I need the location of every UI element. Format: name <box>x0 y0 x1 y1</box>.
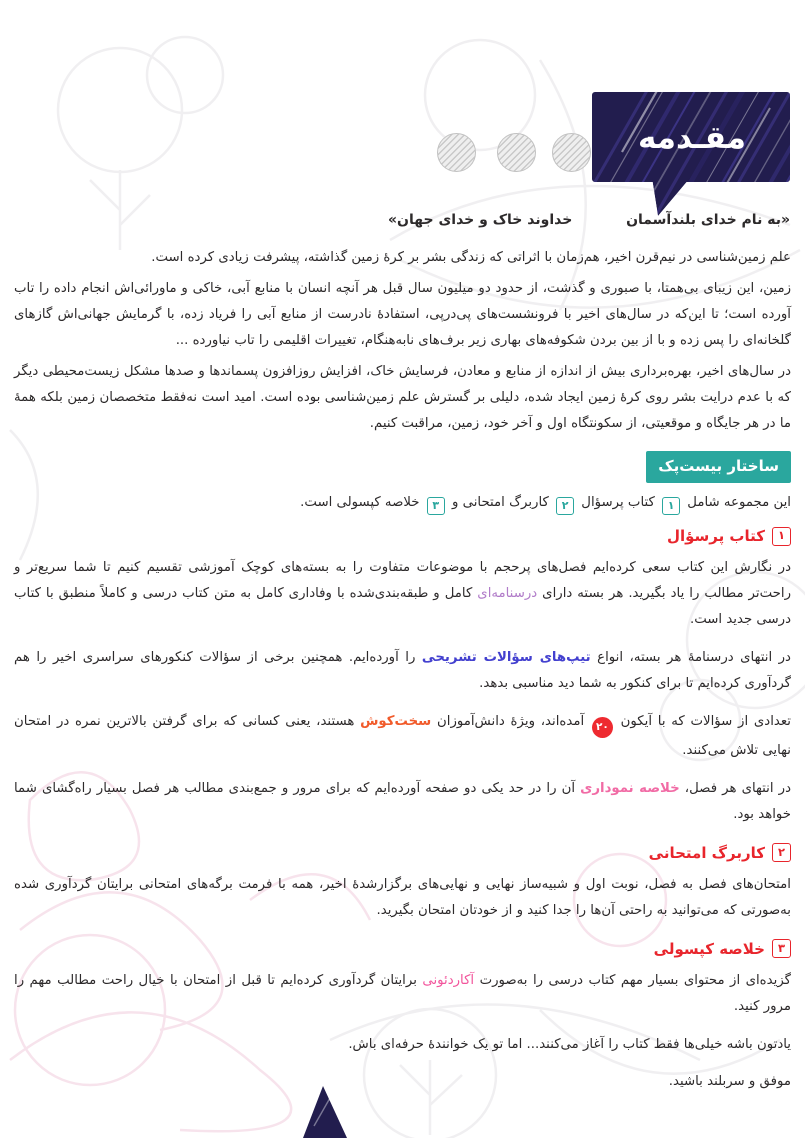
text-segment: خلاصه کپسولی است. <box>300 495 424 510</box>
hatched-dot-icon <box>552 133 591 172</box>
text-segment: در انتهای هر فصل، <box>679 780 791 796</box>
inline-number-chip: ۳ <box>427 497 445 515</box>
text-segment: را آورده‌ایم. همچنین برخی از سؤالات کنکورهای سراسری اخیر را هم گردآوری کرده‌ایم تا برای کنکور به شما دید مناسبی بدهد. <box>14 650 791 691</box>
text-segment: خلاصه نموداری <box>580 780 680 796</box>
text-segment: سخت‌کوش <box>360 714 432 729</box>
section-title: کتاب پرسؤال <box>666 527 765 545</box>
verse-hemistich-2: خداوند خاک و خدای جهان» <box>388 212 573 228</box>
chapter-title-badge <box>592 92 792 222</box>
page-title: مقـدمه <box>638 120 747 156</box>
text-segment: کاربرگ امتحانی و <box>447 495 554 510</box>
text-segment: در نگارش این کتاب سعی کرده‌ایم فصل‌های پرحجم با موضوعات متفاوت را به بسته‌های کوچک آموزشی تقسیم کنیم تا شما سریع‌تر و راحت‌تر مطالب را یاد بگیرید. هر بسته دارای <box>14 560 791 601</box>
intro-paragraph: زمین، این زیبای بی‌همتا، با صبوری و گذشت، از حدود دو میلیون سال قبل هر آنچه انسان با منابع آبی، خاکی و ماورائی‌اش انجام داده را تاب آورده است؛ تا این‌که در سال‌های اخیر با فرونشست‌های پی‌درپی، استفادهٔ نادرست از منابع آبی را فریاد زده، با گرمایش جهانی‌اش گازهای گلخانه‌ای را پس زده و با از بین بردن شکوفه‌های بهاری زیر برف‌های نابه‌هنگام، تغییرات اقلیمی را تاب نیاورده ... <box>14 281 791 348</box>
text-segment: آکاردئونی <box>422 972 475 988</box>
hatched-dot-icon <box>497 133 536 172</box>
hatched-dot-icon <box>437 133 476 172</box>
text-segment: هستند، یعنی کسانی که برای گرفتن بالاترین نمره در امتحان نهایی تلاش می‌کنند. <box>14 714 791 758</box>
intro-paragraph: در سال‌های اخیر، بهره‌برداری بیش از اندازه از منابع و معادن، فرسایش خاک، افزایش روزافزون پسماندها و صدها مشکل زیست‌محیطی دیگر که با عدم درایت بشر روی کرهٔ زمین ایجاد شده، دلیلی بر گسترش علم زمین‌شناسی بوده است. امید است نه‌فقط متخصصان زمین بلکه همهٔ ما در هر جایگاه و موقعیتی، از سکونتگاه اول و آخر خود، زمین، مراقبت کنیم. <box>14 364 791 431</box>
opening-verse <box>388 212 790 228</box>
section-number-box: ۱ <box>772 527 791 546</box>
section-title: خلاصه کپسولی <box>653 939 765 958</box>
section-header-karbarg <box>14 840 791 866</box>
section-paragraph <box>14 645 791 697</box>
text-segment: در انتهای درسنامهٔ هر بسته، انواع <box>590 650 791 665</box>
inline-number-chip: ۱ <box>662 497 680 515</box>
section-paragraph <box>14 709 791 764</box>
section-paragraph <box>14 968 791 1020</box>
section-title: کاربرگ امتحانی <box>648 843 765 862</box>
text-segment: تیپ‌های سؤالات تشریحی <box>421 650 591 665</box>
text-segment: کامل و طبقه‌بندی‌شده با وفاداری کامل به متن کتاب درسی و کاملاً منطبق با کتاب درسی جدید است. <box>14 586 791 627</box>
verse-hemistich-1: «به نام خدای بلندآسمان <box>626 212 790 228</box>
text-segment: کتاب پرسؤال <box>577 495 660 510</box>
text-segment: آمده‌اند، ویژهٔ دانش‌آموزان <box>431 714 590 729</box>
section-paragraph <box>14 555 791 633</box>
intro-paragraph: علم زمین‌شناسی در نیم‌قرن اخیر، هم‌زمان با اثراتی که زندگی بشر بر کرهٔ زمین گذاشته، پیشرفت زیادی کرده است. <box>151 250 791 265</box>
page-body <box>14 245 791 1100</box>
section-header-porsoal <box>14 523 791 549</box>
structure-heading-badge: ساختار بیست‌پک <box>646 451 791 483</box>
section-number-box: ۳ <box>772 939 791 958</box>
section-header-kholase <box>14 936 791 962</box>
text-segment: گزیده‌ای از محتوای بسیار مهم کتاب درسی را به‌صورت <box>474 972 791 988</box>
inline-number-chip: ۲ <box>556 497 574 515</box>
text-segment: برایتان گردآوری کرده‌ایم تا قبل از امتحان با خیال راحت مطالب مهم را مرور کنید. <box>14 972 791 1014</box>
text-segment: امتحان‌های فصل به فصل، نوبت اول و شبیه‌ساز نهایی و نهایی‌های برگزارشدهٔ اخیر، همه با فرمت برگه‌های امتحانی برایتان گردآوری شده به‌صورتی که می‌توانید به راحتی آن‌ها را جدا کنید و از خودتان امتحان بگیرید. <box>14 876 791 918</box>
structure-lead-line <box>14 490 791 516</box>
section-paragraph <box>14 776 791 828</box>
closing-wish: موفق و سربلند باشید. <box>668 1073 791 1089</box>
section-number-box: ۲ <box>772 843 791 862</box>
closing-note: یادتون باشه خیلی‌ها فقط کتاب را آغاز می‌کنند... اما تو یک خوانندهٔ حرفه‌ای باش. <box>348 1036 791 1052</box>
text-segment: تعدادی از سؤالات که با آیکون <box>614 714 791 729</box>
text-segment: این مجموعه شامل <box>683 495 791 510</box>
text-segment: آن را در حد یکی دو صفحه آورده‌ایم که برای مرور و جمع‌بندی مطالب هر فصل بسیار راه‌گشای شما خواهد بود. <box>14 780 791 822</box>
score-20-badge-icon: ۲۰ <box>592 717 613 738</box>
text-segment: درسنامه‌ای <box>477 586 538 601</box>
section-paragraph <box>14 872 791 924</box>
